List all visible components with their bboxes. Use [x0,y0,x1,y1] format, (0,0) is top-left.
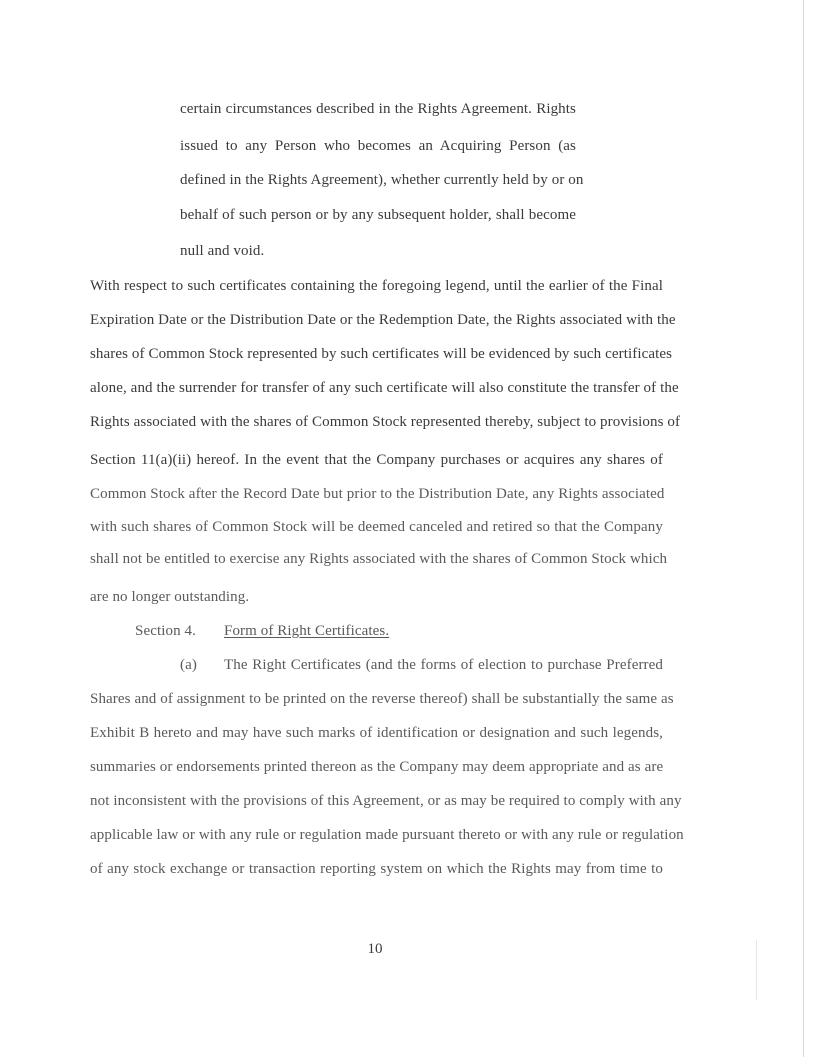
scan-margin-mark [756,940,757,1000]
section-title: Form of Right Certificates. [224,623,390,639]
paragraph-line: With respect to such certificates containing the foregoing legend, until the earlier of the Final [90,278,663,294]
paragraph-line: are no longer outstanding. [90,589,250,605]
subsection-line: The Right Certificates (and the forms of election to purchase Preferred [224,657,663,673]
subsection-line: summaries or endorsements printed thereon as the Company may deem appropriate and as are [90,759,664,775]
scan-edge-line [803,0,804,1057]
legend-line: defined in the Rights Agreement), whether currently held by or on [180,172,584,188]
paragraph-line: shall not be entitled to exercise any Rights associated with the shares of Common Stock which [90,551,668,567]
paragraph-line: Expiration Date or the Distribution Date or the Redemption Date, the Rights associated with the [90,312,676,328]
paragraph-line: shares of Common Stock represented by such certificates will be evidenced by such certificates [90,346,673,362]
subsection-line: Exhibit B hereto and may have such marks of identification or designation and such legends, [90,725,663,741]
subsection-label: (a) [180,657,197,673]
subsection-line: not inconsistent with the provisions of this Agreement, or as may be required to comply with any [90,793,682,809]
section-label: Section 4. [135,623,196,639]
paragraph-line: Common Stock after the Record Date but prior to the Distribution Date, any Rights associated [90,486,665,502]
legend-line: certain circumstances described in the Rights Agreement. Rights [180,101,576,117]
paragraph-line: alone, and the surrender for transfer of any such certificate will also constitute the transfer of the [90,380,679,396]
legend-line: behalf of such person or by any subsequent holder, shall become [180,207,576,223]
paragraph-line: Section 11(a)(ii) hereof. In the event that the Company purchases or acquires any shares of [90,452,663,468]
subsection-line: Shares and of assignment to be printed on the reverse thereof) shall be substantially the same as [90,691,674,707]
subsection-line: of any stock exchange or transaction reporting system on which the Rights may from time to [90,861,663,877]
paragraph-line: Rights associated with the shares of Common Stock represented thereby, subject to provisions of [90,414,681,430]
paragraph-line: with such shares of Common Stock will be deemed canceled and retired so that the Company [90,519,663,535]
page-number: 10 [367,941,383,957]
legend-line: issued to any Person who becomes an Acquiring Person (as [180,138,576,154]
subsection-line: applicable law or with any rule or regulation made pursuant thereto or with any rule or regulation [90,827,684,843]
legend-line: null and void. [180,243,265,259]
